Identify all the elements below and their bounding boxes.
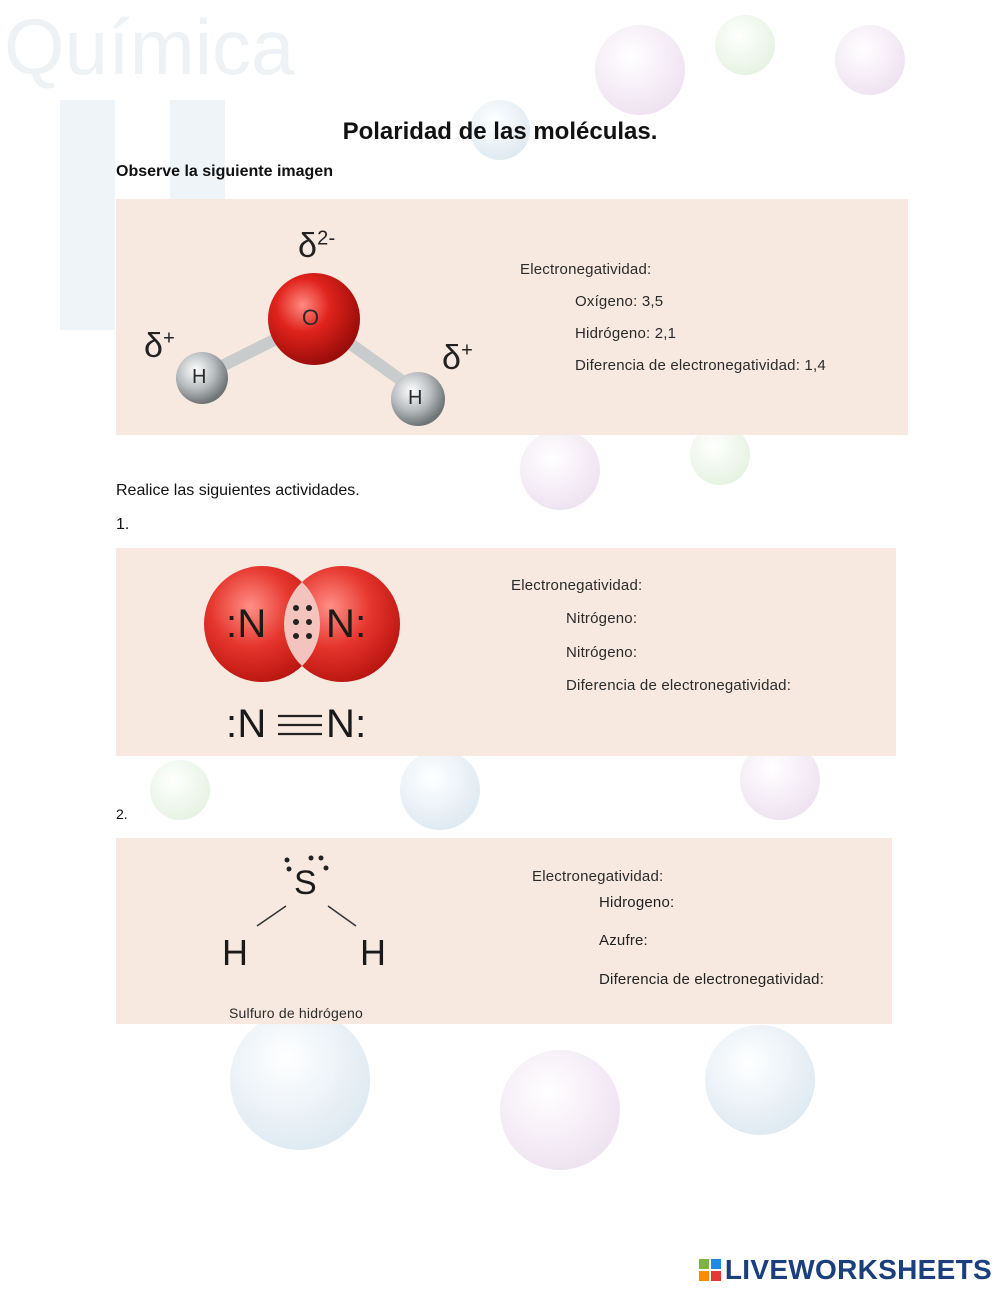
brand-name: LIVEWORKSHEETS [724,1254,992,1285]
watermark-subject: Química [4,3,295,91]
difference-label: Diferencia de electronegatividad: [566,677,792,694]
triple-bond [278,716,322,734]
electronegativity-heading: Electronegatividad: [511,577,643,594]
electronegativity-heading: Electronegatividad: [532,868,664,885]
hydrogen-label-right: H [408,387,423,409]
hydrogen-value: Hidrógeno: 2,1 [575,325,677,342]
water-example-panel [116,199,908,435]
hydrogen-value-label: Hidrogeno: [599,894,675,911]
oxygen-label: O [302,305,320,330]
difference-label: Diferencia de electronegatividad: [599,971,825,988]
brand-logo [699,1254,992,1286]
instructions: Realice las siguientes actividades. [116,482,360,499]
molecule-caption: Sulfuro de hidrógeno [229,1005,363,1021]
nitrogen-2-label: Nitrógeno: [566,644,638,661]
delta-symbol: δ [144,327,164,365]
charge-label: + [163,327,176,350]
page-title: Polaridad de las moléculas. [342,118,658,145]
hydrogen-label-left: H [222,932,249,973]
sulfur-label: S [294,864,317,902]
activity-2-number: 2. [116,806,128,822]
delta-oxygen [298,227,335,266]
hydrogen-label-right: H [360,932,387,973]
charge-label: 2- [317,227,336,250]
subtitle: Observe la siguiente imagen [116,163,333,180]
hydrogen-sulfide-diagram [116,838,892,1024]
hydrogen-label-left: H [192,366,207,388]
nitrogen-label-right: N: [326,602,367,646]
activity-2-panel [116,838,892,1024]
water-molecule-diagram [116,199,908,435]
single-bonds [257,906,356,926]
sulfur-value-label: Azufre: [599,932,648,949]
oxygen-value: Oxígeno: 3,5 [575,293,664,310]
lewis-nitrogen-right: N: [326,702,367,746]
activity-1-number: 1. [116,516,130,533]
electronegativity-heading: Electronegatividad: [520,261,652,278]
logo-icon [699,1259,721,1281]
nitrogen-1-label: Nitrógeno: [566,610,638,627]
delta-symbol: δ [298,227,318,265]
charge-label: + [461,339,474,362]
delta-symbol: δ [442,339,462,377]
activity-1-panel [116,548,896,756]
lewis-nitrogen-left: :N [226,702,267,746]
delta-hydrogen-left [144,327,175,366]
delta-hydrogen-right [442,339,473,378]
difference-value: Diferencia de electronegatividad: 1,4 [575,357,826,374]
nitrogen-label-left: :N [226,602,267,646]
